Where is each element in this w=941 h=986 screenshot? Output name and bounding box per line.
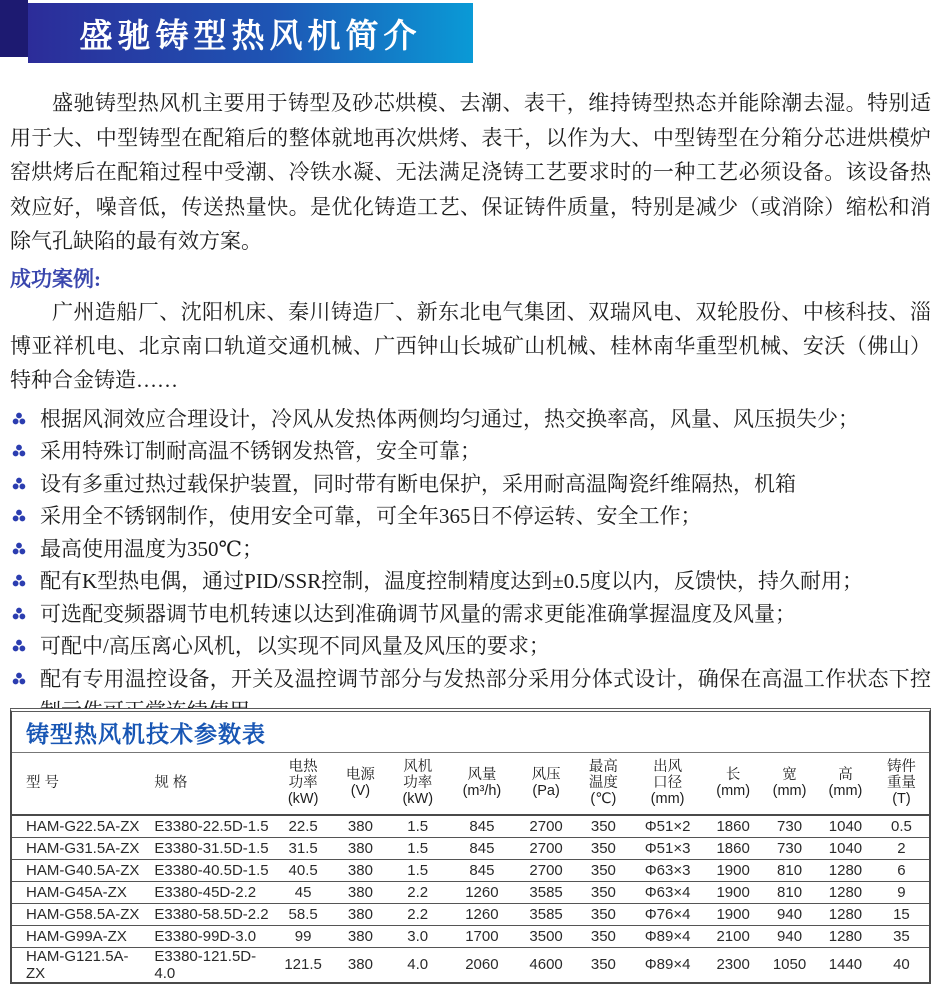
spec-table-cell: 35	[874, 925, 929, 947]
swirl-bullet-icon	[12, 477, 26, 491]
spec-table-cell: HAM-G22.5A-ZX	[12, 815, 140, 837]
feature-item	[10, 630, 931, 663]
spec-table-cell: 4600	[529, 956, 563, 973]
spec-table-cell: 1.5	[388, 815, 448, 837]
spec-table-cell: Φ63×4	[631, 881, 704, 903]
spec-table-cell: 121.5	[284, 956, 322, 973]
feature-text: 可选配变频器调节电机转速以达到准确调节风量的需求更能准确掌握温度及风量；	[40, 601, 796, 626]
spec-table-cell: 350	[576, 903, 631, 925]
spec-table-cell: 730	[762, 837, 817, 859]
spec-table-cell: 380	[333, 815, 388, 837]
feature-text: 配有专用温控设备，开关及温控调节部分与发热部分采用分体式设计，确保在高温工作状态下控	[40, 666, 931, 691]
spec-table-cell: E3380-99D-3.0	[140, 925, 273, 947]
feature-text: 根据风洞效应合理设计，冷风从发热体两侧均匀通过，热交换率高，风量、风压损失少；	[40, 406, 859, 431]
spec-table-cell: 1900	[704, 881, 762, 903]
spec-table-header-cell: 电源 (V)	[333, 753, 388, 815]
spec-table-cell: E3380-40.5D-1.5	[140, 859, 273, 881]
spec-table-cell: HAM-G31.5A-ZX	[12, 837, 140, 859]
spec-table-header-cell: 高 (mm)	[817, 753, 874, 815]
spec-table-cell: HAM-G99A-ZX	[12, 925, 140, 947]
spec-table-cell: 1040	[817, 815, 874, 837]
feature-item	[10, 533, 931, 566]
spec-table-cell: 845	[448, 859, 517, 881]
spec-table-cell: 810	[762, 859, 817, 881]
spec-table-row	[12, 947, 929, 982]
spec-table-cell: 0.5	[874, 815, 929, 837]
spec-table-cell: 1860	[704, 837, 762, 859]
swirl-bullet-icon	[12, 444, 26, 458]
spec-table-cell: HAM-G45A-ZX	[12, 881, 140, 903]
page-title: 盛驰铸型热风机简介	[79, 18, 422, 55]
feature-item	[10, 500, 931, 533]
feature-text: 可配中/高压离心风机，以实现不同风量及风压的要求；	[40, 634, 550, 658]
spec-table-cell: 3.0	[388, 925, 448, 947]
spec-table-cell: E3380-45D-2.2	[140, 881, 273, 903]
spec-table-row	[12, 925, 929, 947]
spec-table-cell: 1440	[828, 956, 863, 973]
spec-table-cell: 350	[576, 925, 631, 947]
swirl-bullet-icon	[12, 639, 26, 653]
spec-table-cell: 350	[590, 956, 616, 973]
banner-gradient	[28, 3, 473, 63]
spec-table-cell: 9	[874, 881, 929, 903]
spec-table-cell: E3380-22.5D-1.5	[140, 815, 273, 837]
feature-text: 最高使用温度为350℃；	[40, 536, 263, 561]
spec-table-cell: 380	[333, 837, 388, 859]
spec-table-cell: 31.5	[273, 837, 333, 859]
spec-table-header-cell: 规 格	[140, 753, 273, 815]
feature-text: 采用全不锈钢制作，使用安全可靠，可全年365日不停运转、安全工作；	[40, 504, 702, 528]
spec-table-header-cell: 型 号	[12, 753, 140, 815]
spec-table-cell: 2.2	[388, 881, 448, 903]
spec-table-cell: E3380-121.5D-4.0	[154, 947, 257, 982]
spec-table-cell: 380	[333, 859, 388, 881]
spec-table-cell: 350	[576, 837, 631, 859]
spec-table-cell: 1260	[448, 881, 517, 903]
spec-table-cell: 1.5	[388, 859, 448, 881]
spec-table-cell: 40.5	[273, 859, 333, 881]
spec-table-cell: 845	[448, 815, 517, 837]
swirl-bullet-icon	[12, 412, 26, 426]
spec-table-cell: 1040	[817, 837, 874, 859]
spec-table-cell: Φ89×4	[644, 956, 691, 973]
spec-table-header-cell: 宽 (mm)	[762, 753, 817, 815]
swirl-bullet-icon	[12, 607, 26, 621]
spec-table-cell: 6	[874, 859, 929, 881]
spec-table-cell: 350	[576, 881, 631, 903]
spec-table-cell: 1050	[772, 956, 807, 973]
feature-text: 设有多重过热过载保护装置，同时带有断电保护，采用耐高温陶瓷纤维隔热，机箱	[40, 471, 796, 496]
swirl-bullet-icon	[12, 672, 26, 686]
spec-table-cell: 2100	[704, 925, 762, 947]
spec-table-row	[12, 815, 929, 837]
spec-table-cell: 845	[448, 837, 517, 859]
spec-table-row	[12, 837, 929, 859]
spec-table-cell: 1.5	[388, 837, 448, 859]
spec-table-cell: Φ51×2	[631, 815, 704, 837]
spec-table-cell: E3380-31.5D-1.5	[140, 837, 273, 859]
spec-table-cell: 1900	[704, 859, 762, 881]
features-list	[10, 403, 931, 728]
spec-table-cell: 2060	[465, 956, 499, 973]
spec-table-header-cell: 长 (mm)	[704, 753, 762, 815]
feature-item	[10, 598, 931, 631]
spec-table-header-row	[12, 753, 929, 815]
spec-table-title: 铸型热风机技术参数表	[12, 712, 929, 753]
spec-table-cell: 3585	[516, 881, 576, 903]
spec-table-section	[10, 708, 931, 984]
spec-table-cell: 1860	[704, 815, 762, 837]
spec-table-cell: 1280	[817, 925, 874, 947]
spec-table-cell: 2	[874, 837, 929, 859]
spec-table-cell: HAM-G40.5A-ZX	[12, 859, 140, 881]
feature-item	[10, 403, 931, 436]
feature-text: 配有K型热电偶，通过PID/SSR控制，温度控制精度达到±0.5度以内，反馈快，持久耐用；	[40, 569, 863, 593]
spec-table-cell: 3585	[516, 903, 576, 925]
spec-table-cell: 58.5	[273, 903, 333, 925]
swirl-bullet-icon	[12, 509, 26, 523]
spec-table-cell: 2.2	[388, 903, 448, 925]
spec-table-header-cell: 最高 温度 (℃)	[576, 753, 631, 815]
spec-table-cell: Φ51×3	[631, 837, 704, 859]
spec-table-cell: 1280	[817, 881, 874, 903]
spec-table-cell: 15	[874, 903, 929, 925]
spec-table-cell: 1280	[817, 859, 874, 881]
spec-table-cell: 380	[333, 881, 388, 903]
spec-table-cell: 2700	[516, 837, 576, 859]
title-banner	[0, 0, 941, 64]
spec-table-cell: 99	[273, 925, 333, 947]
spec-table-cell: HAM-G58.5A-ZX	[12, 903, 140, 925]
spec-table-row	[12, 881, 929, 903]
spec-table-header-cell: 出风 口径 (mm)	[631, 753, 704, 815]
spec-table-header-cell: 风压 (Pa)	[516, 753, 576, 815]
spec-table-cell: 940	[762, 903, 817, 925]
feature-item	[10, 468, 931, 501]
spec-table-cell: 380	[333, 925, 388, 947]
spec-table-cell: 2300	[716, 956, 750, 973]
spec-table-cell: 3500	[516, 925, 576, 947]
intro-paragraph: 盛驰铸型热风机主要用于铸型及砂芯烘模、去潮、表干，维持铸型热态并能除潮去湿。特别适用于大、中型铸型在配箱后的整体就地再次烘烤、表干，以作为大、中型铸型在分箱分芯进烘模炉窑烘烤后在配箱过程中受潮、冷铁水凝、无法满足浇铸工艺要求时的一种工艺必须设备。该设备热效应好，噪音低，传送热量快。是优化铸造工艺、保证铸件质量，特别是减少（或消除）缩松和消除气孔缺陷的最有效方案。	[10, 91, 931, 253]
spec-table-row	[12, 859, 929, 881]
spec-table-header-cell: 电热 功率 (kW)	[273, 753, 333, 815]
spec-table-cell: HAM-G121.5A-ZX	[26, 947, 129, 982]
spec-table-cell: 730	[762, 815, 817, 837]
spec-table-cell: 350	[576, 815, 631, 837]
spec-table-cell: 380	[333, 903, 388, 925]
spec-table-cell: Φ63×3	[631, 859, 704, 881]
feature-text: 采用特殊订制耐高温不锈钢发热管，安全可靠；	[40, 439, 481, 463]
spec-table-cell: Φ76×4	[631, 903, 704, 925]
spec-table-cell: 940	[762, 925, 817, 947]
spec-table-cell: 40	[893, 956, 910, 973]
spec-table-cell: Φ89×4	[631, 925, 704, 947]
swirl-bullet-icon	[12, 542, 26, 556]
feature-item	[10, 565, 931, 598]
spec-table-cell: 350	[576, 859, 631, 881]
spec-table-cell: E3380-58.5D-2.2	[140, 903, 273, 925]
swirl-bullet-icon	[12, 574, 26, 588]
spec-table-cell: 2700	[516, 859, 576, 881]
success-cases-label: 成功案例:	[10, 266, 101, 291]
spec-table	[12, 753, 929, 982]
spec-table-cell: 2700	[516, 815, 576, 837]
spec-table-row	[12, 903, 929, 925]
spec-table-header-cell: 风机 功率 (kW)	[388, 753, 448, 815]
success-cases-paragraph: 广州造船厂、沈阳机床、秦川铸造厂、新东北电气集团、双瑞风电、双轮股份、中核科技、淄博亚祥机电、北京南口轨道交通机械、广西钟山长城矿山机械、桂林南华重型机械、安沃（佛山）特种合金铸造……	[10, 299, 931, 392]
spec-table-cell: 1280	[817, 903, 874, 925]
spec-table-cell: 4.0	[407, 956, 429, 973]
spec-table-cell: 380	[347, 956, 373, 973]
spec-table-cell: 22.5	[273, 815, 333, 837]
spec-table-header-cell: 铸件 重量 (T)	[874, 753, 929, 815]
spec-table-cell: 1900	[704, 903, 762, 925]
feature-item	[10, 435, 931, 468]
spec-table-cell: 810	[762, 881, 817, 903]
spec-table-cell: 45	[273, 881, 333, 903]
spec-table-cell: 1700	[448, 925, 517, 947]
banner-accent-block	[0, 0, 28, 57]
spec-table-cell: 1260	[448, 903, 517, 925]
spec-table-header-cell: 风量 (m³/h)	[448, 753, 517, 815]
